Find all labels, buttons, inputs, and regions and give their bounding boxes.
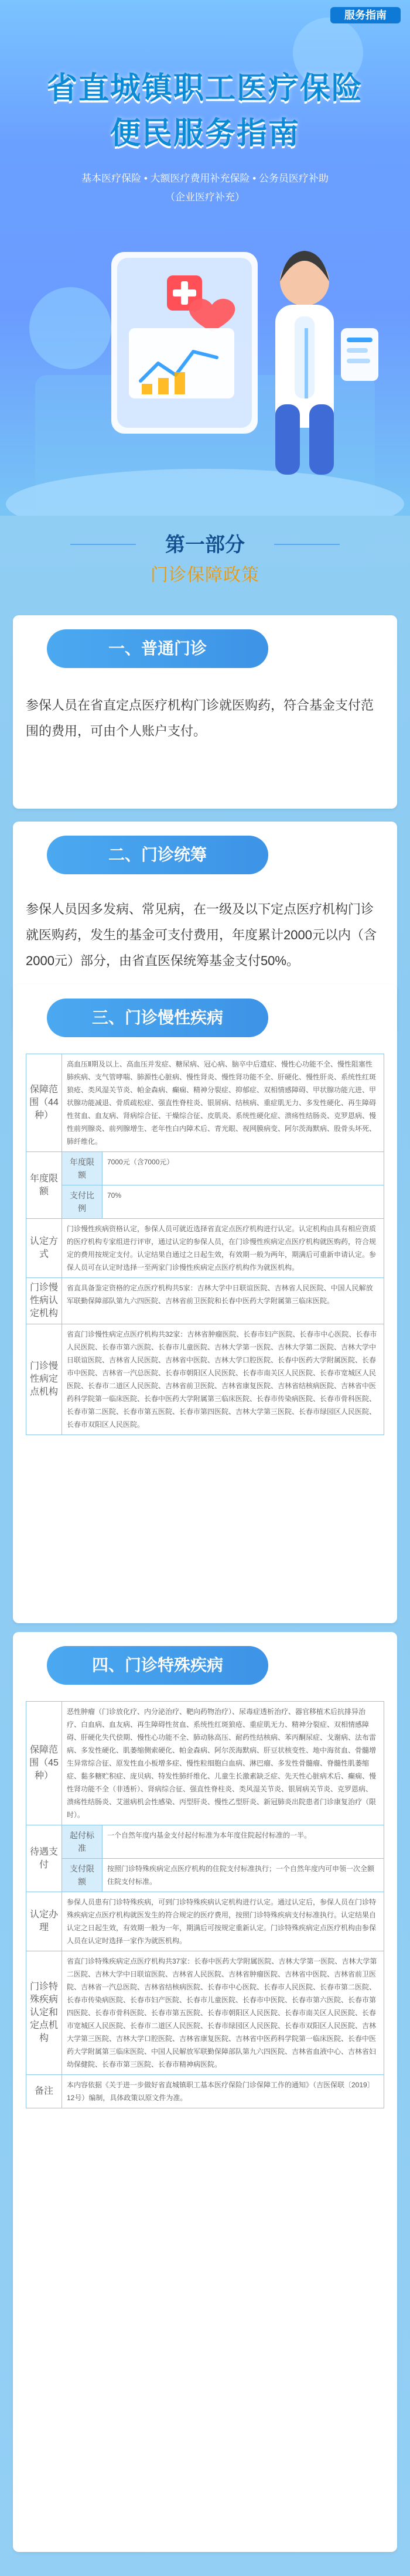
row-content: 参保人员患有门诊特殊疾病，可到门诊特殊疾病认定机构进行认定。通过认定后，参保人员在门诊特殊疾病定点医疗机构就医发生的符合规定的医疗费用，按照门诊特殊疾病支付标准执行。认定结果自认定之日起生效，有效期一般为一年，期满后可按规定重新认定。门诊特殊疾病定点医疗机构由参保人员在认定时选择一家作为就医机构。 (62, 1892, 384, 1951)
row-content: 70% (102, 1185, 384, 1219)
hero-banner (0, 0, 410, 516)
row-content: 高血压Ⅱ期及以上、高血压并发症、糖尿病、冠心病、脑卒中后遗症、慢性心功能不全、慢性阻塞性肺疾病、支气管哮喘、肺源性心脏病、慢性肾炎、慢性肾功能不全、肝硬化、慢性肝炎、系统性红斑狼疮、类风湿关节炎、帕金森病、癫痫、精神分裂症、抑郁症、双相情感障碍、甲状腺功能亢进、甲状腺功能减退、骨质疏松症、强直性脊柱炎、银屑病、结核病、重症肌无力、多发性硬化、再生障碍性贫血、血友病、肾病综合征、干燥综合征、皮肌炎、系统性硬化症、溃疡性结肠炎、克罗恩病、慢性前列腺炎、前列腺增生、老年性白内障术后、青光眼、视网膜病变、阿尔茨海默病、股骨头坏死、肺纤维化。 (62, 1054, 384, 1152)
row-label: 待遇支付 (26, 1825, 62, 1892)
section-body (26, 897, 384, 974)
section-title: 一、普通门诊 (47, 629, 268, 668)
part1-title: 第一部分 (165, 534, 245, 556)
hero-title-line2: 便民服务指南 (110, 117, 300, 151)
row-label: 认定办理 (26, 1892, 62, 1951)
table-row (26, 1859, 384, 1892)
row-content: 省直具备鉴定资格的定点医疗机构共5家：吉林大学中日联谊医院、吉林省人民医院、中国人民解放军联勤保障部队第九六四医院、吉林省前卫医院和长春中医药大学附属第三临床医院。 (62, 1278, 384, 1324)
row-content: 按照门诊特殊疾病定点医疗机构的住院支付标准执行；一个自然年度内可申领一次全额住院支付标准。 (102, 1859, 384, 1892)
section-title: 二、门诊统筹 (47, 836, 268, 874)
table-row (26, 1054, 384, 1152)
special-disease-table (26, 1701, 384, 2108)
row-content: 本内容依据《关于进一步做好省直城镇职工基本医疗保险门诊保障工作的通知》（吉医保联〔2019〕12号）编制，具体政策以原文件为准。 (62, 2075, 384, 2108)
service-guide-tag: 服务指南 (330, 7, 401, 23)
row-content: 省直门诊特殊疾病定点医疗机构共37家：长春中医药大学附属医院、吉林大学第一医院、吉林大学第二医院、吉林大学中日联谊医院、吉林省人民医院、吉林省肿瘤医院、吉林省中医院、吉林省前卫医院、吉林省一汽总医院、吉林省结核病医院、长春市中心医院、长春市人民医院、长春市第二医院、长春市传染病医院、长春市妇产医院、长春市儿童医院、长春市中医院、长春市第六医院、长春市第四医院、长春市骨科医院、长春市第五医院、长春市朝阳区人民医院、长春市南关区人民医院、长春市宽城区人民医院、长春市二道区人民医院、长春市绿园区人民医院、长春市双阳区人民医院、吉林大学第三医院、吉林大学口腔医院、吉林省康复医院、吉林省中医药科学院第一临床医院、长春中医药大学附属第三临床医院、中国人民解放军联勤保障部队第九六四医院、吉林省血液中心、吉林省妇幼保健院、长春市第三医院、长春市精神病医院。 (62, 1951, 384, 2075)
table-row (26, 1951, 384, 2075)
row-label: 年度限额 (26, 1152, 62, 1219)
section-title: 三、门诊慢性疾病 (47, 999, 268, 1037)
row-label: 门诊慢性病认定机构 (26, 1278, 62, 1324)
section-text: 参保人员因多发病、常见病，在一级及以下定点医疗机构门诊就医购药，发生的基金可支付费用，年度累计2000元以内（含2000元）部分，由省直医保统筹基金支付50%。 (26, 902, 377, 968)
row-content: 7000元（含7000元） (102, 1152, 384, 1185)
row-content: 一个自然年度内基金支付起付标准为本年度住院起付标准的一半。 (102, 1825, 384, 1859)
section-text: 参保人员在省直定点医疗机构门诊就医购药，符合基金支付范围的费用，可由个人账户支付。 (26, 698, 374, 738)
section-body (26, 693, 384, 744)
row-label: 备注 (26, 2075, 62, 2108)
part1-subtitle: 门诊保障政策 (151, 565, 259, 585)
row-label: 认定方式 (26, 1219, 62, 1278)
row-sub-label: 起付标准 (62, 1825, 102, 1859)
table-row (26, 1892, 384, 1951)
table-row (26, 1825, 384, 1859)
table-row (26, 1185, 384, 1219)
row-content: 恶性肿瘤（门诊放化疗、内分泌治疗、靶向药物治疗）、尿毒症透析治疗、器官移植术后抗排异治疗、白血病、血友病、再生障碍性贫血、系统性红斑狼疮、重症肌无力、精神分裂症、双相情感障碍、肝硬化失代偿期、慢性心功能不全、肺动脉高压、耐药性结核病、苯丙酮尿症、戈谢病、法布雷病、多发性硬化、肌萎缩侧索硬化、帕金森病、阿尔茨海默病、肝豆状核变性、地中海贫血、骨髓增生异常综合征、原发性血小板增多症、慢性粒细胞白血病、淋巴瘤、多发性骨髓瘤、脊髓性肌萎缩症、黏多糖贮积症、庞贝病、特发性肺纤维化、儿童生长激素缺乏症、先天性心脏病术后、癫痫、慢性肾功能不全（非透析）、肾病综合征、强直性脊柱炎、类风湿关节炎、银屑病关节炎、克罗恩病、溃疡性结肠炎、艾滋病机会性感染、丙型肝炎、慢性乙型肝炎、新冠肺炎出院患者门诊康复治疗（限时）。 (62, 1702, 384, 1825)
section-title: 四、门诊特殊疾病 (47, 1646, 268, 1685)
row-sub-label: 支付比例 (62, 1185, 102, 1219)
section-general-outpatient (13, 615, 397, 809)
row-label: 门诊慢性病定点机构 (26, 1324, 62, 1435)
row-sub-label: 支付限额 (62, 1859, 102, 1892)
row-label: 门诊特殊疾病认定和定点机构 (26, 1951, 62, 2075)
table-row (26, 1152, 384, 1185)
table-row (26, 1278, 384, 1324)
row-content: 门诊慢性疾病资格认定，参保人员可就近选择省直定点医疗机构进行认定。认定机构由具有相应资质的医疗机构专家组进行评审，通过认定的参保人员，在门诊慢性疾病定点医疗机构就医购药，符合规定的费用按规定支付。认定结果自通过之日起生效，有效期一般为两年，期满后可重新申请认定。参保人员可在认定时选择一至两家门诊慢性疾病定点医疗机构作为就医机构。 (62, 1219, 384, 1278)
part1-header (0, 516, 410, 604)
row-label: 保障范围（45种） (26, 1702, 62, 1825)
row-sub-label: 年度限额 (62, 1152, 102, 1185)
table-row (26, 1702, 384, 1825)
hero-subtitle-line1: 基本医疗保险 • 大额医疗费用补充保险 • 公务员医疗补助 (81, 173, 329, 184)
hero-title-line1: 省直城镇职工医疗保险 (46, 71, 363, 105)
table-row (26, 2075, 384, 2108)
hero-subtitle-line2: （企业医疗补充） (165, 192, 245, 203)
chart-icon (129, 328, 234, 398)
section-special-diseases (13, 1632, 397, 2552)
row-content: 省直门诊慢性病定点医疗机构共32家：吉林省肿瘤医院、长春市妇产医院、长春市中心医院、长春市人民医院、长春市第六医院、长春市儿童医院、吉林大学第一医院、吉林大学第二医院、吉林大学中日联谊医院、吉林省人民医院、吉林省中医院、吉林大学口腔医院、长春中医药大学附属医院、长春市中医院、吉林省一汽总医院、长春市朝阳区人民医院、长春市南关区人民医院、长春市宽城区人民医院、长春市二道区人民医院、吉林省前卫医院、吉林省康复医院、吉林省结核病医院、吉林省中医药科学院第一临床医院、长春中医药大学附属第三临床医院、长春市传染病医院、长春市骨科医院、长春市第二医院、长春市第五医院、长春市第四医院、吉林大学第三医院、长春市绿园区人民医院、长春市双阳区人民医院。 (62, 1324, 384, 1435)
table-row (26, 1324, 384, 1435)
row-label: 保障范围（44种） (26, 1054, 62, 1152)
section-chronic-diseases (13, 984, 397, 1623)
chronic-disease-table (26, 1054, 384, 1435)
table-row (26, 1219, 384, 1278)
